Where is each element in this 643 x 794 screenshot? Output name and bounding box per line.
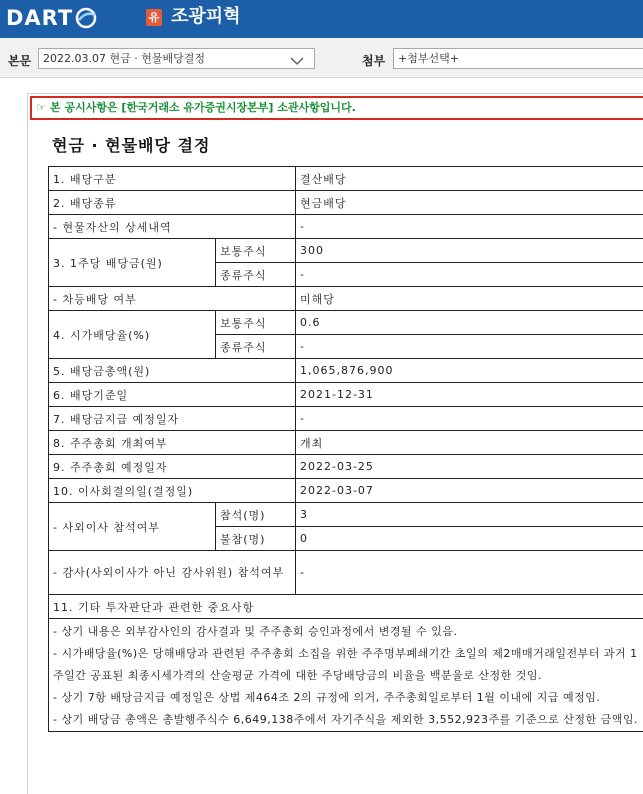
row-label: - 사외이사 참석여부 (49, 503, 216, 551)
row-label: 11. 기타 투자판단과 관련한 중요사항 (49, 595, 643, 619)
table-row (49, 239, 643, 263)
document-select-value: 2022.03.07 현금 · 현물배당결정 (43, 52, 205, 65)
row-sublabel: 불참(명) (216, 527, 296, 551)
row-value: - (296, 407, 643, 431)
logo-swoosh-icon (75, 7, 97, 29)
row-label: 9. 주주총회 예정일자 (49, 455, 296, 479)
row-label: 7. 배당금지급 예정일자 (49, 407, 296, 431)
row-label: - 차등배당 여부 (49, 287, 296, 311)
row-sublabel: 종류주식 (216, 335, 296, 359)
table-row (49, 191, 643, 215)
pointing-hand-icon: ☞ (36, 101, 46, 114)
note-line: - 시가배당율(%)은 당해배당과 관련된 주주총회 소집을 위한 주주명부폐쇄기간 초일의 제2매매거래일전부터 과거 1주일간 공표된 최종시세가격의 산술평균 가격에 대한 주당배당금의 비율을 백분율로 산정한 것임. (53, 647, 638, 682)
row-value: - (296, 551, 643, 595)
table-row (49, 167, 643, 191)
row-value: - (296, 263, 643, 287)
document-select[interactable] (38, 48, 315, 69)
chevron-down-icon (290, 53, 304, 63)
table-row (49, 383, 643, 407)
row-value: - (296, 215, 643, 239)
row-value: 2022-03-07 (296, 479, 643, 503)
row-label: 8. 주주총회 개최여부 (49, 431, 296, 455)
row-value: 300 (296, 239, 643, 263)
row-label: 1. 배당구분 (49, 167, 296, 191)
row-value: 미해당 (296, 287, 643, 311)
row-label: 5. 배당금총액(원) (49, 359, 296, 383)
company-name[interactable]: 조광피혁 (171, 6, 241, 27)
row-value: 0.6 (296, 311, 643, 335)
attachment-select[interactable] (393, 48, 643, 69)
dart-logo[interactable] (6, 4, 97, 32)
row-label: - 현물자산의 상세내역 (49, 215, 296, 239)
row-value: 0 (296, 527, 643, 551)
row-label: 2. 배당종류 (49, 191, 296, 215)
row-value: 1,065,876,900 (296, 359, 643, 383)
logo-text: DART (6, 6, 74, 30)
row-value: - (296, 335, 643, 359)
table-row (49, 359, 643, 383)
row-sublabel: 보통주식 (216, 239, 296, 263)
row-sublabel: 보통주식 (216, 311, 296, 335)
table-row (49, 479, 643, 503)
row-sublabel: 종류주식 (216, 263, 296, 287)
row-label: 10. 이사회결의일(결정일) (49, 479, 296, 503)
row-value: 3 (296, 503, 643, 527)
notes-cell (49, 619, 643, 732)
market-badge: 유 (146, 9, 162, 26)
top-header-bar (0, 0, 643, 38)
body-label: 본문 (8, 54, 32, 68)
row-value: 개최 (296, 431, 643, 455)
note-line: - 상기 배당금 총액은 총발행주식수 6,649,138주에서 자기주식을 제외한 3,552,923주를 기준으로 산정한 금액임. (53, 713, 639, 726)
attach-label: 첨부 (362, 54, 386, 68)
row-value: 결산배당 (296, 167, 643, 191)
notice-text: 본 공시사항은 [한국거래소 유가증권시장본부] 소관사항입니다. (50, 101, 356, 114)
toolbar (0, 38, 643, 78)
table-row (49, 287, 643, 311)
jurisdiction-notice (30, 96, 643, 120)
disclosure-table (48, 166, 643, 732)
row-label: 4. 시가배당율(%) (49, 311, 216, 359)
table-row (49, 311, 643, 335)
row-label: 6. 배당기준일 (49, 383, 296, 407)
table-row (49, 431, 643, 455)
table-row (49, 595, 643, 619)
table-row (49, 407, 643, 431)
note-line: - 상기 내용은 외부감사인의 감사결과 및 주주총회 승인과정에서 변경될 수 있음. (53, 625, 458, 638)
note-line: - 상기 7항 배당금지급 예정일은 상법 제464조 2의 규정에 의거, 주주총회일로부터 1월 이내에 지급 예정임. (53, 691, 601, 704)
table-row (49, 619, 643, 732)
row-value: 2021-12-31 (296, 383, 643, 407)
table-row (49, 455, 643, 479)
attachment-select-value: +첨부선택+ (398, 52, 459, 65)
row-sublabel: 참석(명) (216, 503, 296, 527)
row-label: - 감사(사외이사가 아닌 감사위원) 참석여부 (49, 551, 296, 595)
table-row (49, 503, 643, 527)
row-value: 현금배당 (296, 191, 643, 215)
document-title: 현금 · 현물배당 결정 (52, 136, 211, 155)
table-row (49, 551, 643, 595)
table-row (49, 215, 643, 239)
row-value: 2022-03-25 (296, 455, 643, 479)
row-label: 3. 1주당 배당금(원) (49, 239, 216, 287)
